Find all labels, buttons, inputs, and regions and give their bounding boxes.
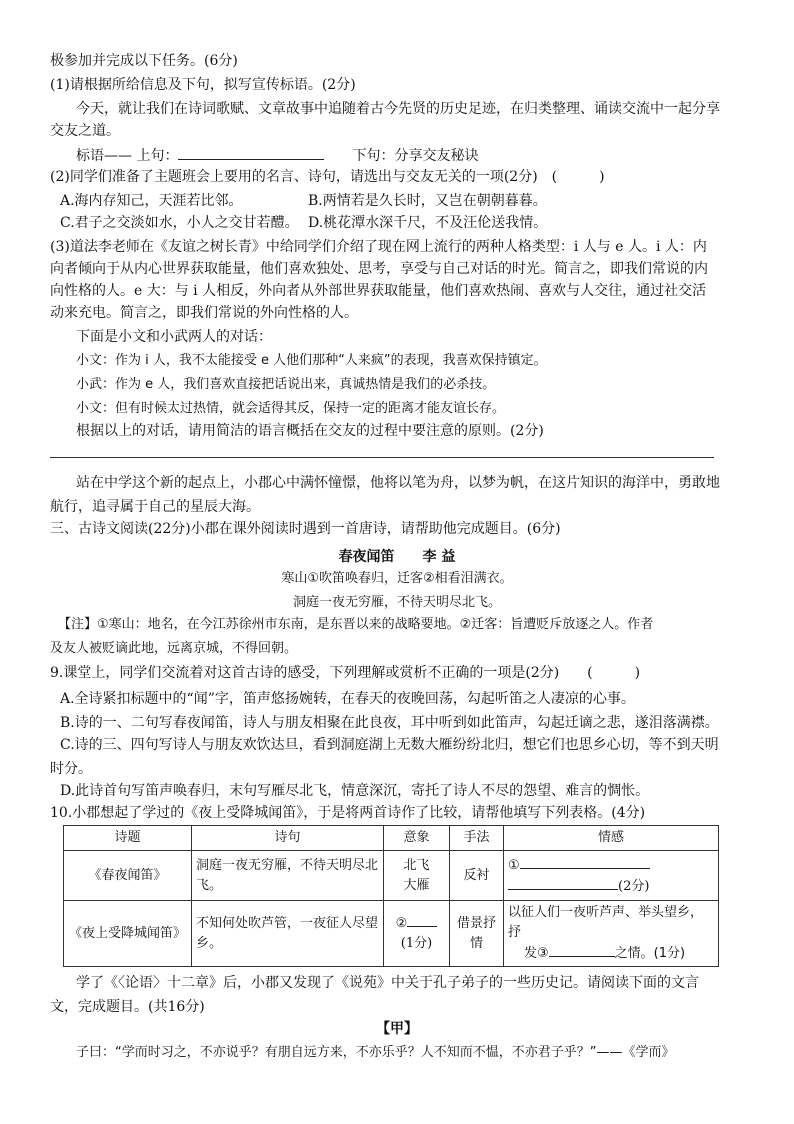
option-2b: B.两情若是久长时，又岂在朝朝暮暮。 [308,193,547,209]
question-3-line3: 向性格的人。e 大：与 i 人相反，外向者从外部世界获取能量，他们喜欢热闹、喜欢与人交往，通过社交活 [50,283,707,299]
option-9a: A.全诗紧扣标题中的“闻”字，笛声悠扬婉转，在春天的夜晚回荡，勾起听笛之人凄凉的心事。 [60,691,635,707]
header-image: 意象 [384,826,450,851]
question-3-line4: 动来充电。简言之，即我们常说的外向性格的人。 [50,305,358,321]
row1-title: 《春夜闻笛》 [64,851,192,901]
question-3-line2: 向者倾向于从内心世界获取能量，他们喜欢独处、思考，享受与自己对话的时光。简言之，即我们常说的内 [50,261,708,277]
question-1: (1)请根据所给信息及下句，拟写宣传标语。(2分) [50,77,356,93]
header-verse: 诗句 [192,826,384,851]
question-2: (2)同学们准备了主题班会上要用的名言、诗句，请选出与交友无关的一项(2分) ( ) [50,169,605,185]
analects-quote: 子曰：“学而时习之，不亦说乎？有朋自远方来，不亦乐乎？人不知而不愠，不亦君子乎？”——《学而》 [76,1045,675,1060]
slogan-line [76,146,478,165]
row2-emotion-post: 之情。(1分) [614,946,686,961]
dialog-intro: 下面是小文和小武两人的对话： [76,329,272,345]
slogan-down: 下句：分享交友秘诀 [352,148,479,164]
poem-note-line1: 【注】①寒山：地名，在今江苏徐州市东南，是东晋以来的战略要地。②迁客：旨遭贬斥放逐之人。作者 [58,617,654,632]
row2-technique: 借景抒情 [450,901,504,967]
question-3-task: 根据以上的对话，请用简洁的语言概括在交友的过程中要注意的原则。(2分) [76,423,544,439]
slogan-prefix: 标语—— 上句： [76,148,179,164]
passage-jia-label: 【甲】 [376,1021,418,1037]
table-row [64,901,719,967]
answer-line[interactable] [50,457,714,458]
row1-emotion [504,851,719,901]
question-1-text: 今天，就让我们在诗词歌赋、文章故事中追随着古今先贤的历史足迹，在归类整理、诵读交流中一起分享 [76,101,720,117]
dialog-line-1: 小文：作为 i 人，我不太能接受 e 人他们那种“人来疯”的表现，我喜欢保持镇定。 [76,353,547,368]
row1-technique: 反衬 [450,851,504,901]
question-1-text-cont: 交友之道。 [50,123,120,139]
row1-emotion-mark: ① [508,857,520,873]
row1-emotion-score: (2分) [618,878,650,894]
option-9b: B.诗的一、二句写春夜闻笛，诗人与朋友相聚在此良夜，耳中听到如此笛声，勾起迁谪之悲，遂泪落满襟。 [60,715,719,731]
poem-title: 春夜闻笛 李 益 [338,549,456,565]
table-header-row [64,826,719,851]
emotion-blank-1b[interactable] [508,876,618,890]
option-2d: D.桃花潭水深千尺，不及汪伦送我情。 [308,215,548,231]
transition-line2: 航行，追寻属于自己的星辰大海。 [50,499,260,515]
poem-line-1: 寒山①吹笛唤春归，迁客②相看泪满衣。 [281,571,513,586]
option-9c: C.诗的三、四句写诗人与朋友欢饮达旦，看到洞庭湖上无数大雁纷纷北归，想它们也思乡心切，等不到天明 [60,737,719,753]
row1-image [384,851,450,901]
option-9d: D.此诗首句写笛声唤春归，末句写雁尽北飞，情意深沉，寄托了诗人不尽的怨望、难言的惆怅。 [60,783,650,799]
emotion-blank-3[interactable] [549,943,615,957]
poem-note-line2: 及友人被贬谪此地，远离京城，不得回朝。 [50,641,298,656]
slogan-answer-blank[interactable] [178,146,324,160]
row2-emotion [504,901,719,967]
image-blank-2[interactable] [407,913,437,927]
row2-image-mark: ② [395,916,408,931]
emotion-blank-1[interactable] [520,855,650,869]
header-emotion: 情感 [504,826,719,851]
dialog-line-3: 小文：但有时候太过热情，就会适得其反，保持一定的距离才能友谊长存。 [76,401,506,416]
comparison-table [63,825,719,967]
row2-image-score: (1分) [400,936,433,951]
poem-line-2: 洞庭一夜无穷雁，不待天明尽北飞。 [292,595,501,610]
classical-intro-line2: 文，完成题目。(共16分) [50,999,205,1015]
transition-line1: 站在中学这个新的起点上，小郡心中满怀憧憬，他将以笔为舟，以梦为帆，在这片知识的海洋中，勇敢地 [76,475,720,491]
header-poem-title: 诗题 [64,826,192,851]
row2-emotion-a: 以征人们一夜听芦声、举头望乡，抒 [508,905,704,940]
option-2c: C.君子之交淡如水，小人之交甘若醴。 [60,215,299,231]
row2-image [384,901,450,967]
question-9: 9.课堂上，同学们交流着对这首古诗的感受，下列理解或赏析不正确的一项是(2分) ( ) [50,665,641,681]
classical-intro-line1: 学了《〈论语〉十二章》后，小郡又发现了《说苑》中关于孔子弟子的一些历史记。请阅读下面的文言 [76,975,699,991]
row2-emotion-pre: 发③ [524,946,549,961]
dialog-line-2: 小武：作为 e 人，我们喜欢直接把话说出来，真诚热情是我们的必杀技。 [76,377,496,392]
row2-title: 《夜上受降城闻笛》 [64,901,192,967]
section-3-heading: 三、古诗文阅读(22分)小郡在课外阅读时遇到一首唐诗，请帮助他完成题目。(6分) [50,521,561,537]
row2-verse: 不知何处吹芦管，一夜征人尽望乡。 [192,901,384,967]
row1-image-b: 大雁 [403,877,430,893]
option-2a: A.海内存知己，天涯若比邻。 [60,193,243,209]
header-technique: 手法 [450,826,504,851]
row1-image-a: 北飞 [403,857,430,873]
table-row [64,851,719,901]
question-3-line1: (3)道法李老师在《友谊之树长青》中给同学们介绍了现在网上流行的两种人格类型：i 人与 e 人。i 人：内 [50,239,707,255]
row1-verse: 洞庭一夜无穷雁，不待天明尽北飞。 [192,851,384,901]
task-intro-line: 极参加并完成以下任务。(6分) [50,53,238,69]
option-9c-cont: 时分。 [50,761,92,777]
question-10: 10.小郡想起了学过的《夜上受降城闻笛》，于是将两首诗作了比较，请帮他填写下列表格。(4分) [50,805,646,821]
